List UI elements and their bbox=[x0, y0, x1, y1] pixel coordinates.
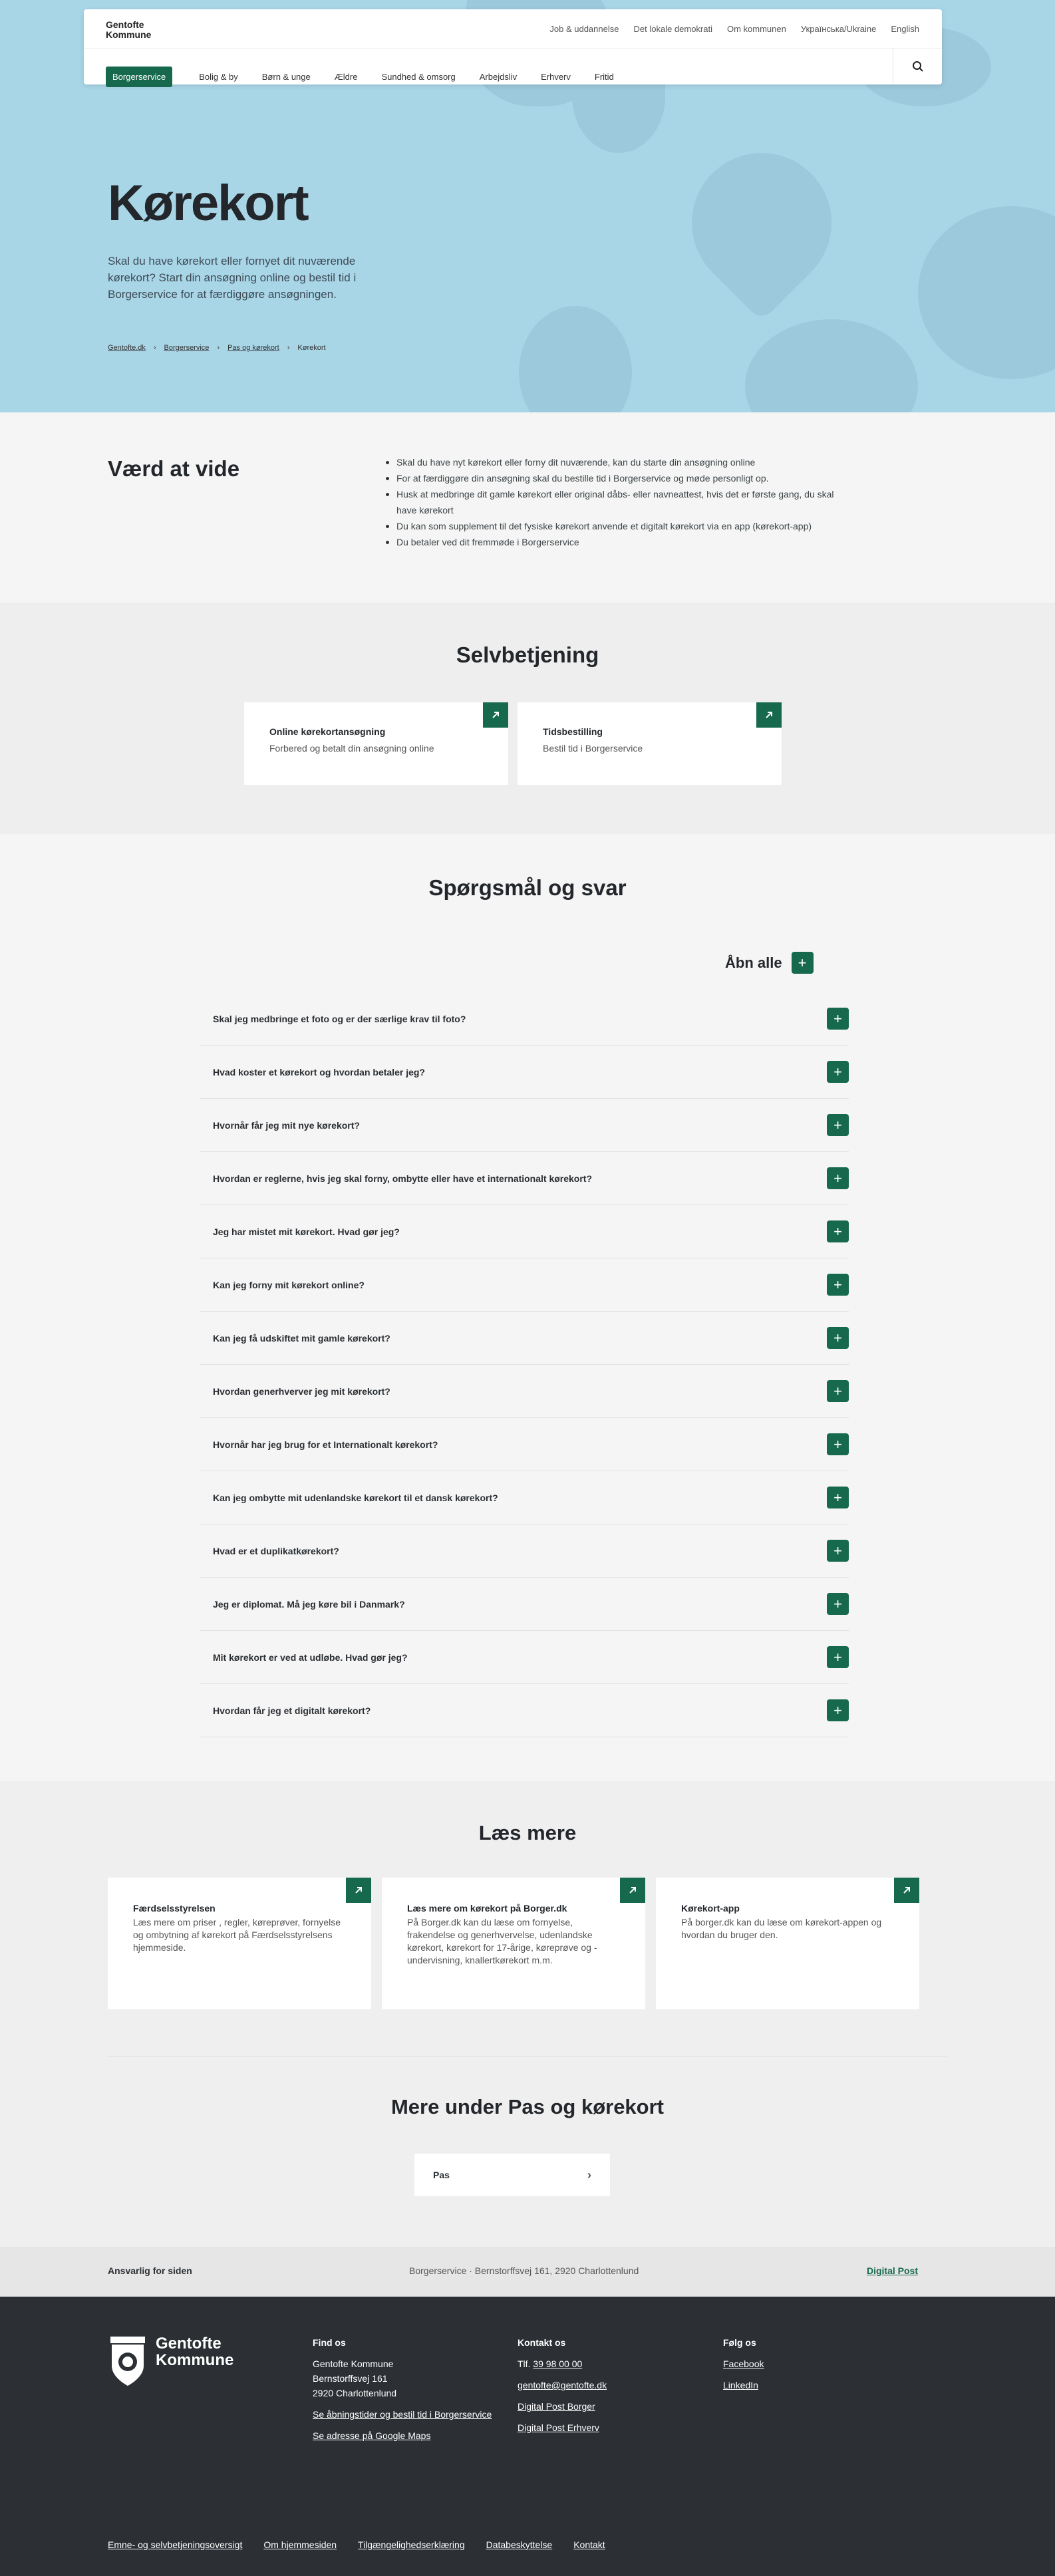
plus-icon: + bbox=[827, 1487, 849, 1508]
toplink-about[interactable]: Om kommunen bbox=[726, 24, 786, 34]
breadcrumb bbox=[108, 344, 326, 352]
nav-arbejdsliv[interactable]: Arbejdsliv bbox=[479, 72, 518, 82]
breadcrumb-pas[interactable]: Pas og kørekort bbox=[227, 344, 279, 352]
responsible-label: Ansvarlig for siden bbox=[108, 2265, 192, 2276]
plus-icon: + bbox=[827, 1593, 849, 1615]
faq-question: Kan jeg ombytte mit udenlandske kørekort til et dansk kørekort? bbox=[213, 1492, 498, 1503]
plus-icon: + bbox=[827, 1114, 849, 1136]
faq-item[interactable] bbox=[200, 1471, 849, 1524]
footer-link[interactable]: gentofte@gentofte.dk bbox=[518, 2380, 607, 2390]
faq-item[interactable] bbox=[200, 1258, 849, 1312]
card-desc: På Borger.dk kan du læse om fornyelse, frakendelse og generhvervelse, udenlandske kørekort, kørekort for 17-årige, køreprøve og -undervisning, knallertkørekort m.m. bbox=[407, 1917, 597, 1965]
chevron-right-icon: › bbox=[287, 344, 290, 352]
faq-item[interactable] bbox=[200, 1046, 849, 1099]
responsible-bar bbox=[0, 2247, 1055, 2297]
footer-bottom-link[interactable]: Kontakt bbox=[573, 2539, 605, 2550]
more-under-title: Mere under Pas og kørekort bbox=[390, 2095, 664, 2118]
card-desc: På borger.dk kan du læse om kørekort-appen og hvordan du bruger den. bbox=[681, 1917, 882, 1940]
faq-question: Jeg har mistet mit kørekort. Hvad gør jeg? bbox=[213, 1226, 400, 1237]
faq-question: Kan jeg få udskiftet mit gamle kørekort? bbox=[213, 1332, 390, 1344]
footer-bottom-link[interactable]: Tilgængelighedserklæring bbox=[358, 2539, 465, 2550]
faq-item[interactable] bbox=[200, 992, 849, 1046]
faq-question: Hvornår får jeg mit nye kørekort? bbox=[213, 1119, 360, 1131]
card-desc: Bestil tid i Borgerservice bbox=[543, 743, 643, 754]
card-title: Online kørekortansøgning bbox=[269, 726, 386, 737]
nav-fritid[interactable]: Fritid bbox=[594, 72, 614, 82]
pas-label: Pas bbox=[433, 2170, 450, 2180]
faq-item[interactable] bbox=[200, 1152, 849, 1205]
list-item: Du kan som supplement til det fysiske kørekort anvende et digitalt kørekort via en app (kørekort-app) bbox=[384, 518, 850, 534]
faq-item[interactable] bbox=[200, 1578, 849, 1631]
faq-item[interactable] bbox=[200, 1418, 849, 1471]
breadcrumb-current: Kørekort bbox=[297, 344, 326, 352]
breadcrumb-borgerservice[interactable]: Borgerservice bbox=[164, 344, 210, 352]
decor-blob bbox=[519, 306, 632, 412]
know-section bbox=[0, 412, 1055, 603]
faq-list bbox=[200, 992, 849, 1737]
faq-item[interactable] bbox=[200, 1099, 849, 1152]
footer-link[interactable]: Se adresse på Google Maps bbox=[313, 2430, 431, 2441]
breadcrumb-home[interactable]: Gentofte.dk bbox=[108, 344, 146, 352]
footer-link[interactable]: Digital Post Erhverv bbox=[518, 2422, 599, 2433]
nav-aeldre[interactable]: Ældre bbox=[334, 72, 358, 82]
arrow-up-right-icon bbox=[483, 702, 508, 728]
digital-post-link[interactable]: Digital Post bbox=[866, 2265, 918, 2276]
page-intro: Skal du have kørekort eller fornyet dit nuværende kørekort? Start din ansøgning online og bestil tid i Borgerservice for at færdiggøre ansøgningen. bbox=[108, 255, 357, 301]
phone-prefix: Tlf. bbox=[518, 2359, 531, 2369]
plus-icon: + bbox=[827, 1167, 849, 1189]
arrow-up-right-icon bbox=[756, 702, 782, 728]
card-desc: Læs mere om priser , regler, køreprøver, fornyelse og ombytning af kørekort på Færdselsstyrelsens hjemmeside. bbox=[133, 1917, 341, 1953]
read-more-card[interactable] bbox=[382, 1878, 645, 2009]
nav-borgerservice[interactable]: Borgerservice bbox=[106, 67, 172, 87]
footer-logo-line: Gentofte bbox=[156, 2335, 222, 2353]
plus-icon: + bbox=[827, 1327, 849, 1349]
search-button[interactable] bbox=[893, 48, 942, 84]
footer-bottom-link[interactable]: Om hjemmesiden bbox=[263, 2539, 337, 2550]
responsible-address: Borgerservice · Bernstorffsvej 161, 2920 Charlottenlund bbox=[409, 2265, 639, 2276]
plus-icon: + bbox=[827, 1433, 849, 1455]
decor-heart bbox=[663, 124, 861, 322]
footer-bottom-link[interactable]: Emne- og selvbetjeningsoversigt bbox=[108, 2539, 243, 2550]
footer-follow bbox=[723, 2335, 764, 2392]
footer-text: Bernstorffsvej 161 bbox=[313, 2373, 388, 2384]
plus-icon: + bbox=[827, 1008, 849, 1030]
footer-logo[interactable] bbox=[108, 2335, 233, 2388]
toplink-english[interactable]: English bbox=[891, 24, 919, 34]
plus-icon: + bbox=[827, 1380, 849, 1402]
faq-question: Hvad koster et kørekort og hvordan betaler jeg? bbox=[213, 1066, 425, 1077]
read-more-card[interactable] bbox=[656, 1878, 919, 2009]
plus-icon: + bbox=[827, 1220, 849, 1242]
faq-question: Kan jeg forny mit kørekort online? bbox=[213, 1279, 365, 1290]
plus-icon: + bbox=[827, 1540, 849, 1562]
site-header bbox=[84, 9, 942, 84]
read-more-card[interactable] bbox=[108, 1878, 371, 2009]
plus-icon: + bbox=[827, 1646, 849, 1668]
nav-divider bbox=[84, 48, 942, 49]
footer-logo-line: Kommune bbox=[156, 2351, 234, 2369]
footer-bottom-link[interactable]: Databeskyttelse bbox=[486, 2539, 553, 2550]
footer-text: 2920 Charlottenlund bbox=[313, 2388, 397, 2398]
faq-question: Skal jeg medbringe et foto og er der særlige krav til foto? bbox=[213, 1013, 466, 1024]
footer-link[interactable]: Digital Post Borger bbox=[518, 2401, 595, 2412]
selfservice-card[interactable] bbox=[244, 702, 508, 785]
chevron-right-icon: › bbox=[217, 344, 220, 352]
logo-line: Kommune bbox=[106, 29, 152, 40]
facebook-link[interactable]: Facebook bbox=[723, 2359, 764, 2369]
hero bbox=[0, 0, 1055, 412]
arrow-up-right-icon bbox=[346, 1878, 371, 1903]
selfservice-section bbox=[0, 603, 1055, 834]
plus-icon: + bbox=[827, 1274, 849, 1296]
linkedin-link[interactable]: LinkedIn bbox=[723, 2380, 758, 2390]
site-logo[interactable] bbox=[106, 20, 151, 40]
site-footer bbox=[0, 2297, 1055, 2576]
footer-heading: Find os bbox=[313, 2337, 346, 2348]
search-icon bbox=[912, 61, 924, 72]
faq-item[interactable] bbox=[200, 1312, 849, 1365]
list-item: Du betaler ved dit fremmøde i Borgerservice bbox=[384, 534, 850, 550]
faq-section bbox=[0, 834, 1055, 1781]
faq-question: Jeg er diplomat. Må jeg køre bil i Danmark? bbox=[213, 1598, 405, 1610]
footer-contact bbox=[518, 2335, 607, 2435]
selfservice-title: Selvbetjening bbox=[456, 643, 599, 667]
card-title: Tidsbestilling bbox=[543, 726, 603, 737]
chevron-right-icon: › bbox=[587, 2168, 591, 2182]
page-title: Kørekort bbox=[108, 175, 308, 231]
toplink-ukraine[interactable]: Українська/Ukraine bbox=[800, 24, 877, 34]
footer-heading: Følg os bbox=[723, 2337, 756, 2348]
footer-heading: Kontakt os bbox=[518, 2337, 566, 2348]
coat-of-arms-icon bbox=[108, 2335, 148, 2388]
toplink-democracy[interactable]: Det lokale demokrati bbox=[633, 24, 712, 34]
faq-question: Mit kørekort er ved at udløbe. Hvad gør jeg? bbox=[213, 1651, 408, 1663]
card-title: Læs mere om kørekort på Borger.dk bbox=[407, 1903, 567, 1914]
plus-icon: + bbox=[827, 1699, 849, 1721]
faq-item[interactable] bbox=[200, 1524, 849, 1578]
card-title: Færdselsstyrelsen bbox=[133, 1903, 216, 1914]
nav-sundhed[interactable]: Sundhed & omsorg bbox=[381, 72, 456, 82]
faq-question: Hvordan generhverver jeg mit kørekort? bbox=[213, 1385, 390, 1397]
faq-item[interactable] bbox=[200, 1365, 849, 1418]
arrow-up-right-icon bbox=[620, 1878, 645, 1903]
know-title: Værd at vide bbox=[108, 456, 240, 481]
plus-icon: + bbox=[792, 952, 814, 974]
read-more-section bbox=[0, 1781, 1055, 2247]
faq-question: Hvornår har jeg brug for et Internationalt kørekort? bbox=[213, 1439, 438, 1450]
faq-question: Hvordan er reglerne, hvis jeg skal forny, ombytte eller have et internationalt kørekort? bbox=[213, 1173, 593, 1184]
decor-blob bbox=[918, 206, 1055, 379]
open-all-label: Åbn alle bbox=[725, 954, 782, 971]
open-all-button[interactable] bbox=[725, 952, 814, 974]
card-title: Kørekort-app bbox=[681, 1903, 740, 1914]
phone-link[interactable]: 39 98 00 00 bbox=[533, 2359, 583, 2369]
arrow-up-right-icon bbox=[894, 1878, 919, 1903]
logo-line: Gentofte bbox=[106, 19, 144, 30]
nav-erhverv[interactable]: Erhverv bbox=[541, 72, 571, 82]
faq-item[interactable] bbox=[200, 1631, 849, 1684]
decor-blob bbox=[745, 319, 918, 412]
read-more-title: Læs mere bbox=[478, 1821, 577, 1844]
faq-item[interactable] bbox=[200, 1684, 849, 1737]
plus-icon: + bbox=[827, 1061, 849, 1083]
main-nav bbox=[106, 65, 942, 94]
footer-bottom-links bbox=[108, 2539, 605, 2550]
top-links bbox=[549, 24, 919, 34]
toplink-job[interactable]: Job & uddannelse bbox=[549, 24, 619, 34]
selfservice-card[interactable] bbox=[518, 702, 782, 785]
faq-item[interactable] bbox=[200, 1205, 849, 1258]
faq-question: Hvad er et duplikatkørekort? bbox=[213, 1545, 339, 1556]
list-item: Husk at medbringe dit gamle kørekort eller original dåbs- eller navneattest, hvis det er første gang, du skal have kørekort bbox=[384, 486, 850, 518]
section-divider bbox=[108, 2056, 947, 2057]
list-item: For at færdiggøre din ansøgning skal du bestille tid i Borgerservice og møde personligt op. bbox=[384, 470, 850, 486]
pas-link[interactable] bbox=[414, 2154, 610, 2196]
know-list bbox=[384, 454, 850, 550]
footer-find bbox=[313, 2335, 492, 2443]
list-item: Skal du have nyt kørekort eller forny dit nuværende, kan du starte din ansøgning online bbox=[384, 454, 850, 470]
card-desc: Forbered og betalt din ansøgning online bbox=[269, 743, 434, 754]
footer-link[interactable]: Se åbningstider og bestil tid i Borgerservice bbox=[313, 2409, 492, 2420]
footer-phone bbox=[518, 2357, 607, 2371]
faq-title: Spørgsmål og svar bbox=[428, 875, 627, 900]
footer-text: Gentofte Kommune bbox=[313, 2359, 394, 2369]
nav-born[interactable]: Børn & unge bbox=[261, 72, 311, 82]
nav-bolig[interactable]: Bolig & by bbox=[199, 72, 238, 82]
faq-question: Hvordan får jeg et digitalt kørekort? bbox=[213, 1705, 371, 1716]
chevron-right-icon: › bbox=[153, 344, 156, 352]
